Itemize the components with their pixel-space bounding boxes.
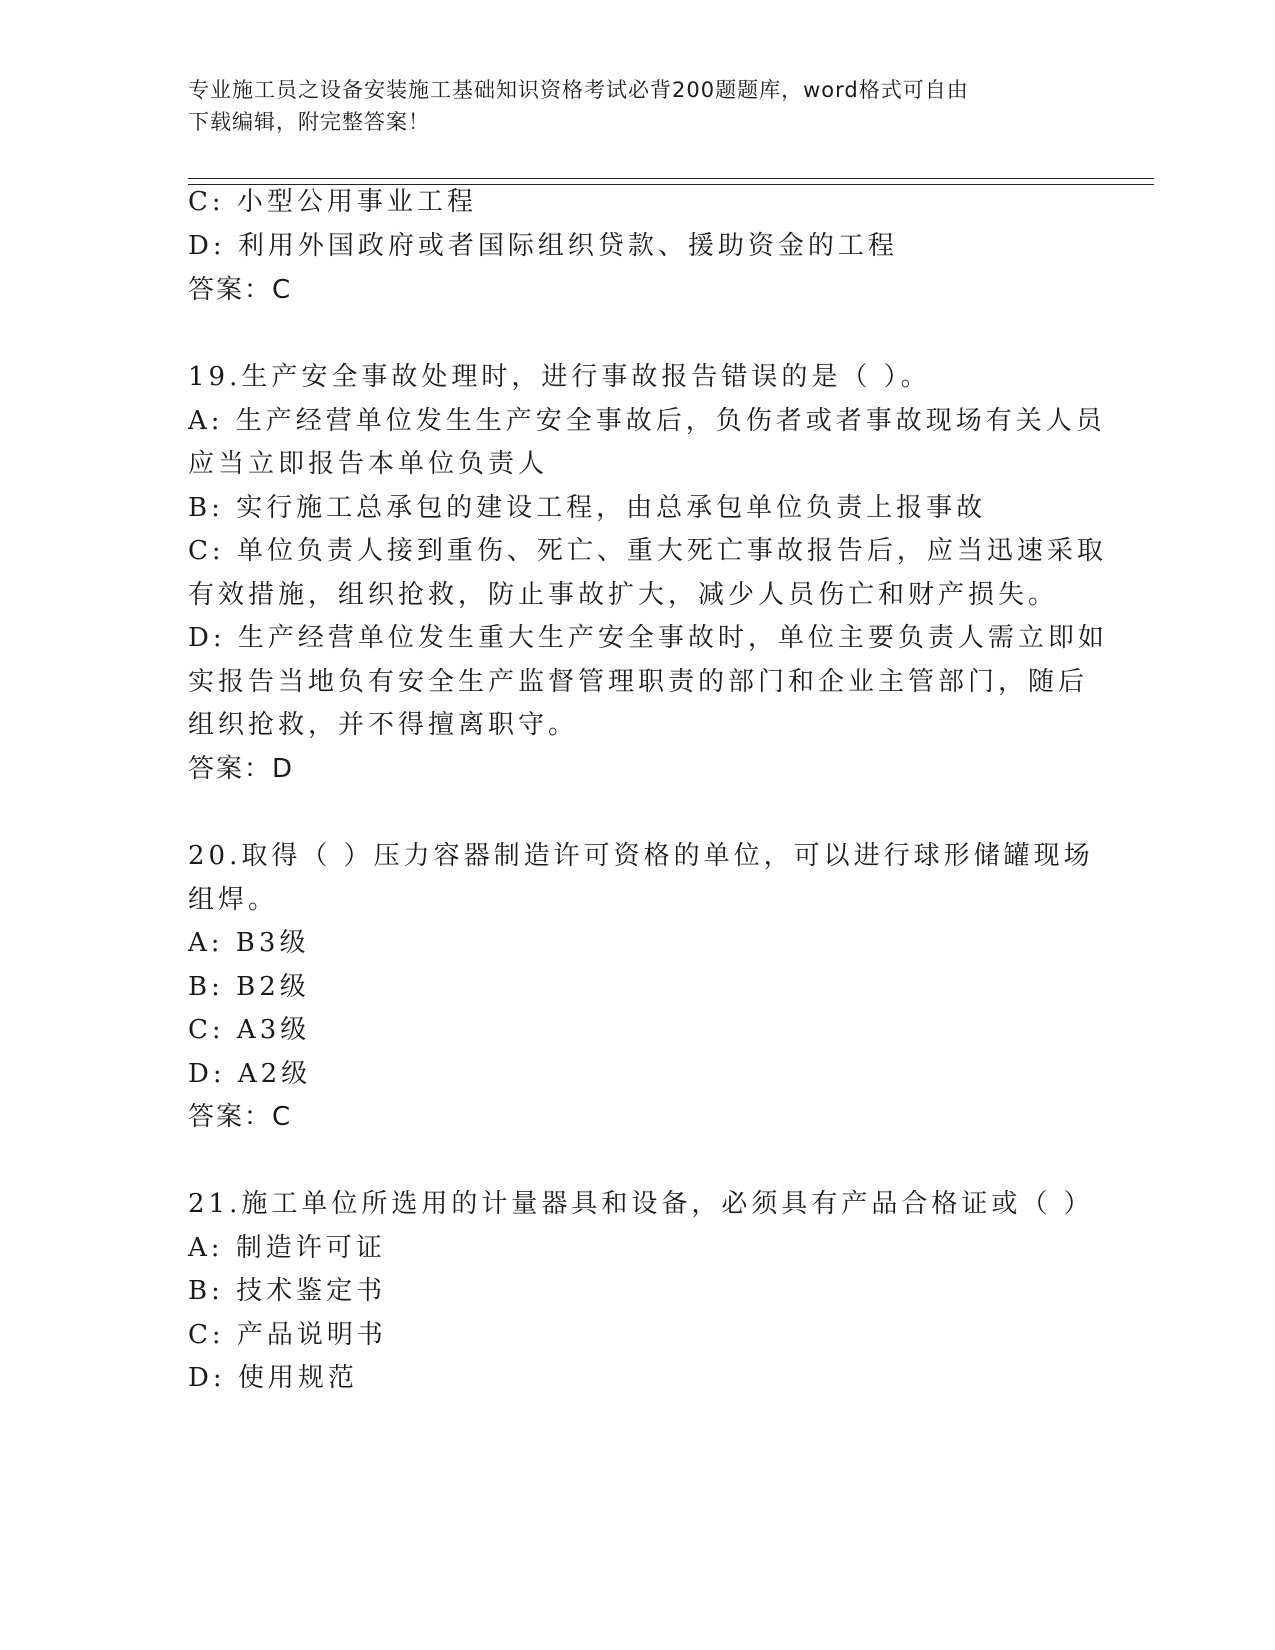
prev-option-c: C: 小型公用事业工程	[188, 187, 477, 217]
header-title-line-2: 下载编辑，附完整答案！	[188, 110, 430, 134]
q20-option-d: D: A2级	[188, 1059, 312, 1089]
q20-option-c: C: A3级	[188, 1015, 311, 1045]
q19-option-c-line-2: 有效措施，组织抢救，防止事故扩大，减少人员伤亡和财产损失。	[188, 580, 1059, 610]
q20-option-a: A: B3级	[188, 928, 310, 958]
q19-option-d-line-3: 组织抢救，并不得擅离职守。	[188, 710, 579, 740]
q21-option-d: D: 使用规范	[188, 1363, 358, 1393]
q19-option-c-line-1: C: 单位负责人接到重伤、死亡、重大死亡事故报告后，应当迅速采取	[188, 536, 1107, 566]
q19-stem: 19.生产安全事故处理时，进行事故报告错误的是（ ）。	[188, 362, 931, 392]
header-title-line-1: 专业施工员之设备安装施工基础知识资格考试必背200题题库，word格式可自由	[188, 78, 969, 102]
q21-option-c: C: 产品说明书	[188, 1320, 387, 1350]
header-divider-bottom	[188, 184, 1154, 185]
prev-option-d: D: 利用外国政府或者国际组织贷款、援助资金的工程	[188, 231, 898, 261]
q21-option-a: A: 制造许可证	[188, 1233, 386, 1263]
q20-option-b: B: B2级	[188, 972, 310, 1002]
q19-option-d-line-1: D: 生产经营单位发生重大生产安全事故时，单位主要负责人需立即如	[188, 623, 1108, 653]
q20-stem-line-2: 组焊。	[188, 885, 279, 915]
q19-option-d-line-2: 实报告当地负有安全生产监督管理职责的部门和企业主管部门，随后	[188, 667, 1089, 697]
q19-answer: 答案：D	[188, 754, 295, 784]
q19-option-b: B: 实行施工总承包的建设工程，由总承包单位负责上报事故	[188, 493, 987, 523]
q20-stem-line-1: 20.取得（ ）压力容器制造许可资格的单位，可以进行球形储罐现场	[188, 841, 1094, 871]
q19-option-a-line-2: 应当立即报告本单位负责人	[188, 449, 549, 479]
header-divider-top	[188, 178, 1154, 179]
prev-answer: 答案：C	[188, 275, 293, 305]
document-header	[188, 74, 1088, 138]
q20-answer: 答案：C	[188, 1102, 293, 1132]
q21-stem: 21.施工单位所选用的计量器具和设备，必须具有产品合格证或（ ）	[188, 1189, 1094, 1219]
q21-option-b: B: 技术鉴定书	[188, 1276, 387, 1306]
q19-option-a-line-1: A: 生产经营单位发生生产安全事故后，负伤者或者事故现场有关人员	[188, 406, 1106, 436]
